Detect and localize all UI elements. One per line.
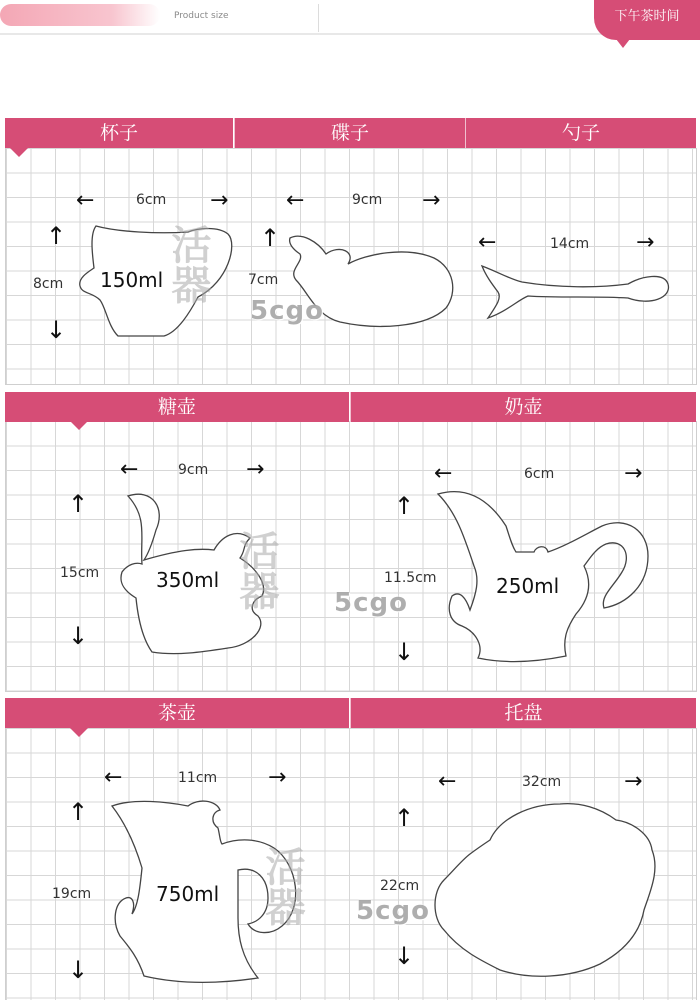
arrow-left-icon: ← [438, 769, 457, 794]
arrow-right-icon: → [636, 230, 655, 255]
section-header-saucer: 碟子 [234, 118, 465, 148]
watermark-text: 5cgo [356, 896, 430, 926]
arrow-down-icon: ↓ [394, 942, 415, 970]
teapot-height: 19cm [52, 886, 92, 902]
teapot-width: 11cm [178, 770, 218, 786]
section-header-teapot: 茶壶 [5, 698, 349, 728]
watermark-logo: 活器 [259, 846, 305, 926]
arrow-right-icon: → [246, 457, 265, 482]
section-header-cup: 杯子 [5, 118, 233, 148]
sugar-pot-width: 9cm [178, 462, 209, 478]
arrow-up-icon: ↑ [394, 804, 415, 832]
watermark-text: 5cgo [250, 296, 324, 326]
arrow-up-icon: ↑ [68, 490, 89, 518]
arrow-right-icon: → [422, 188, 441, 213]
divider [318, 4, 319, 32]
arrow-right-icon: → [268, 765, 287, 790]
arrow-up-icon: ↑ [260, 224, 281, 252]
saucer-height: 7cm [248, 272, 279, 288]
arrow-left-icon: ← [286, 188, 305, 213]
sugar-pot-volume: 350ml [156, 568, 220, 592]
arrow-left-icon: ← [434, 461, 453, 486]
arrow-left-icon: ← [76, 188, 95, 213]
arrow-left-icon: ← [478, 230, 497, 255]
divider [0, 33, 700, 35]
header-pointer [70, 421, 88, 430]
arrow-down-icon: ↓ [46, 316, 67, 344]
header-pointer [70, 728, 88, 737]
arrow-up-icon: ↑ [46, 222, 67, 250]
spoon-outline [478, 262, 670, 322]
arrow-left-icon: ← [120, 457, 139, 482]
tray-height: 22cm [380, 878, 420, 894]
watermark-text: 5cgo [334, 588, 408, 618]
section-header-tray: 托盘 [350, 698, 696, 728]
arrow-up-icon: ↑ [68, 798, 89, 826]
teapot-volume: 750ml [156, 882, 220, 906]
arrow-right-icon: → [210, 188, 229, 213]
tray-width: 32cm [522, 774, 562, 790]
arrow-left-icon: ← [104, 765, 123, 790]
saucer-width: 9cm [352, 192, 383, 208]
arrow-right-icon: → [624, 769, 643, 794]
watermark-logo: 活器 [233, 530, 279, 610]
milk-pot-height: 11.5cm [384, 570, 437, 586]
section-header-sugar-pot: 糖壶 [5, 392, 349, 422]
arrow-down-icon: ↓ [394, 638, 415, 666]
sugar-pot-height: 15cm [60, 565, 100, 581]
arrow-down-icon: ↓ [68, 956, 89, 984]
cup-width: 6cm [136, 192, 167, 208]
tray-outline [430, 800, 658, 980]
watermark-logo: 活器 [165, 224, 211, 304]
arrow-right-icon: → [624, 461, 643, 486]
cup-height: 8cm [33, 276, 64, 292]
arrow-down-icon: ↓ [68, 622, 89, 650]
milk-pot-volume: 250ml [496, 574, 560, 598]
section-header-spoon: 勺子 [465, 118, 696, 148]
arrow-up-icon: ↑ [394, 492, 415, 520]
tea-time-badge: 下午茶时间 [594, 0, 700, 40]
cup-volume: 150ml [100, 268, 164, 292]
milk-pot-width: 6cm [524, 466, 555, 482]
product-size-label: Product size [174, 11, 229, 21]
header-pointer [10, 148, 28, 157]
section-header-milk-pot: 奶壶 [350, 392, 696, 422]
spoon-width: 14cm [550, 236, 590, 252]
blurred-logo [0, 4, 160, 26]
